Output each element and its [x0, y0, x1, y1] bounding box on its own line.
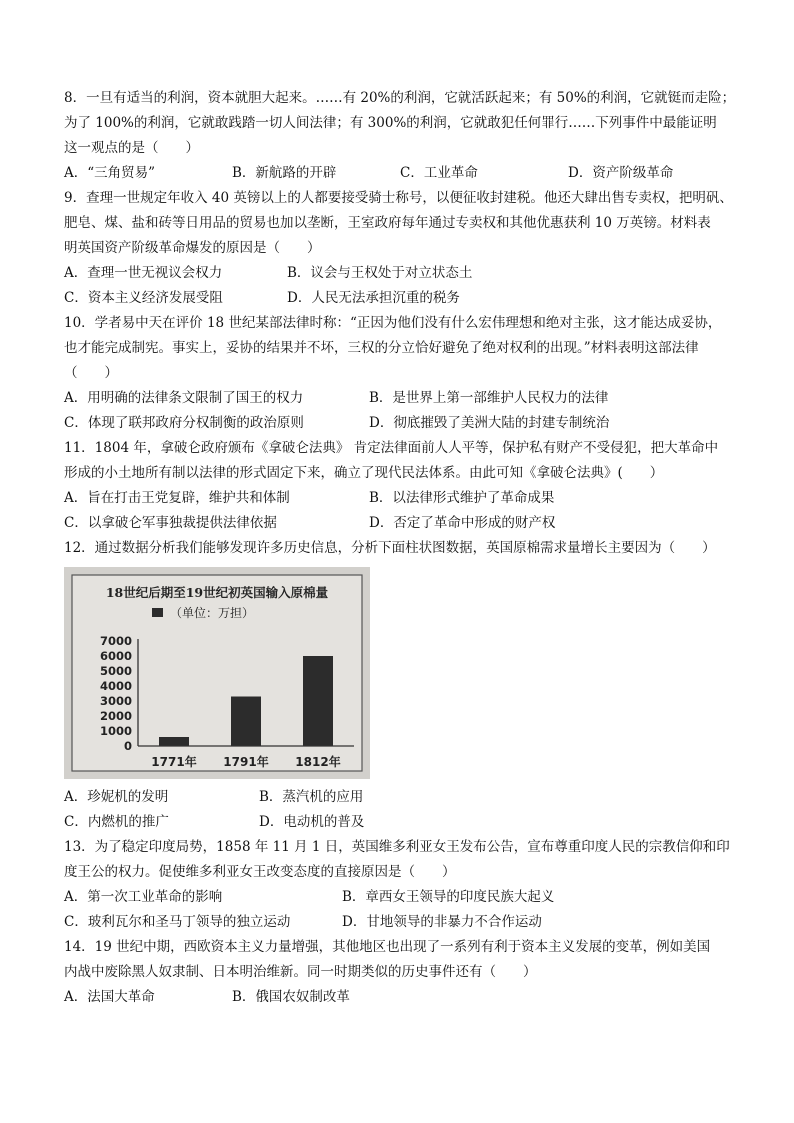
y-tick-label: 3000: [99, 694, 132, 708]
option-b[interactable]: B．议会与王权处于对立状态土: [287, 265, 473, 281]
y-tick-label: 6000: [99, 649, 132, 663]
question-9: [64, 186, 754, 311]
option-c[interactable]: C．以拿破仑军事独裁提供法律依据: [64, 515, 277, 531]
options-row: [64, 511, 754, 536]
option-d[interactable]: D．资产阶级革命: [568, 165, 674, 181]
question-stem-line: 这一观点的是（ ）: [64, 140, 199, 156]
options-row: [64, 386, 754, 411]
x-tick-label: 1812年: [295, 755, 341, 769]
options-row: [64, 161, 754, 186]
option-d[interactable]: D．电动机的普及: [259, 814, 365, 830]
question-stem-line: 度王公的权力。促使维多利亚女王改变态度的直接原因是（ ）: [64, 864, 456, 880]
chart-title: 18世纪后期至19世纪初英国输入原棉量: [105, 585, 329, 600]
question-stem-line: 11．1804 年，拿破仑政府颁布《拿破仑法典》 肯定法律面前人人平等，保护私有财产不受侵犯，把大革命中: [64, 440, 719, 456]
question-10: [64, 311, 754, 436]
legend-swatch: [152, 608, 163, 617]
x-tick-label: 1771年: [151, 755, 197, 769]
bar-chart: [64, 567, 370, 779]
options-row: [64, 261, 754, 286]
option-b[interactable]: B．新航路的开辟: [232, 165, 337, 181]
question-stem-line: 10．学者易中天在评价 18 世纪某部法律时称：“正因为他们没有什么宏伟理想和绝对主张，这才能达成妥协，: [64, 315, 722, 331]
question-14: [64, 935, 754, 1010]
y-tick-label: 7000: [99, 634, 132, 648]
question-13: [64, 835, 754, 935]
option-d[interactable]: D．彻底摧毁了美洲大陆的封建专制统治: [369, 415, 610, 431]
option-a[interactable]: A．旨在打击王党复辟，维护共和体制: [64, 490, 290, 506]
question-8: [64, 86, 754, 186]
option-d[interactable]: D．人民无法承担沉重的税务: [287, 290, 460, 306]
y-tick-label: 1000: [99, 724, 132, 738]
option-a[interactable]: A．法国大革命: [64, 989, 155, 1005]
options-row: [64, 785, 754, 810]
question-12: [64, 536, 754, 835]
chart-subtitle: （单位：万担）: [170, 606, 255, 620]
y-tick-label: 5000: [99, 664, 132, 678]
option-b[interactable]: B．俄国农奴制改革: [232, 989, 350, 1005]
option-a[interactable]: A．查理一世无视议会权力: [64, 265, 223, 281]
option-b[interactable]: B．章西女王领导的印度民族大起义: [342, 889, 555, 905]
y-tick-label: 0: [123, 739, 132, 753]
option-b[interactable]: B．以法律形式维护了革命成果: [369, 490, 555, 506]
option-a[interactable]: A．珍妮机的发明: [64, 789, 169, 805]
option-d[interactable]: D．甘地领导的非暴力不合作运动: [342, 914, 542, 930]
question-stem-line: 明英国资产阶级革命爆发的原因是（ ）: [64, 240, 321, 256]
option-b[interactable]: B．是世界上第一部维护人民权力的法律: [369, 390, 609, 406]
options-row: [64, 885, 754, 910]
question-stem-line: 14．19 世纪中期，西欧资本主义力量增强，其他地区也出现了一系列有利于资本主义发展的变革，例如美国: [64, 939, 711, 955]
question-stem-line: 8．一旦有适当的利润，资本就胆大起来。……有 20%的利润，它就活跃起来；有 50%的利润，它就铤而走险；: [64, 90, 736, 106]
question-stem-line: （ ）: [64, 365, 118, 381]
option-a[interactable]: A．用明确的法律条文限制了国王的权力: [64, 390, 304, 406]
question-stem-line: 内战中废除黑人奴隶制、日本明治维新。同一时期类似的历史事件还有（ ）: [64, 964, 537, 980]
question-stem-line: 12．通过数据分析我们能够发现许多历史信息，分析下面柱状图数据，英国原棉需求量增长主要因为（ ）: [64, 540, 716, 556]
question-11: [64, 436, 754, 536]
options-row: [64, 411, 754, 436]
option-d[interactable]: D．否定了革命中形成的财产权: [369, 515, 556, 531]
option-c[interactable]: C．体现了联邦政府分权制衡的政治原则: [64, 415, 304, 431]
question-stem-line: 肥皂、煤、盐和砖等日用品的贸易也加以垄断，王室政府每年通过专卖权和其他优惠获利 10 万英镑。材料表: [64, 215, 711, 231]
option-b[interactable]: B．蒸汽机的应用: [259, 789, 364, 805]
option-a[interactable]: A．第一次工业革命的影响: [64, 889, 223, 905]
y-tick-label: 2000: [99, 709, 132, 723]
options-row: [64, 985, 754, 1010]
question-stem-line: 也才能完成制宪。事实上，妥协的结果并不坏，三权的分立恰好避免了绝对权利的出现。”材料表明这部法律: [64, 340, 699, 356]
question-stem-line: 为了 100%的利润，它就敢践踏一切人间法律；有 300%的利润，它就敢犯任何罪行……下列事件中最能证明: [64, 115, 717, 131]
bar-1771年: [159, 737, 189, 746]
question-stem-line: 形成的小土地所有制以法律的形式固定下来，确立了现代民法体系。由此可知《拿破仑法典》( ）: [64, 465, 664, 481]
option-a[interactable]: A．“三角贸易”: [64, 165, 156, 181]
bar-chart-photo: [64, 567, 370, 779]
option-c[interactable]: C．资本主义经济发展受阻: [64, 290, 223, 306]
option-c[interactable]: C．玻利瓦尔和圣马丁领导的独立运动: [64, 914, 291, 930]
option-c[interactable]: C．工业革命: [400, 165, 478, 181]
bar-1791年: [231, 697, 261, 747]
option-c[interactable]: C．内燃机的推广: [64, 814, 169, 830]
options-row: [64, 810, 754, 835]
bar-1812年: [303, 656, 333, 746]
y-tick-label: 4000: [99, 679, 132, 693]
question-stem-line: 9．查理一世规定年收入 40 英镑以上的人都要接受骑士称号，以便征收封建税。他还大肆出售专卖权，把明矾、: [64, 190, 733, 206]
options-row: [64, 286, 754, 311]
question-stem-line: 13．为了稳定印度局势，1858 年 11 月 1 日，英国维多利亚女王发布公告，宣布尊重印度人民的宗教信仰和印: [64, 839, 730, 855]
options-row: [64, 910, 754, 935]
exam-page: [64, 86, 754, 1010]
x-tick-label: 1791年: [223, 755, 269, 769]
options-row: [64, 486, 754, 511]
